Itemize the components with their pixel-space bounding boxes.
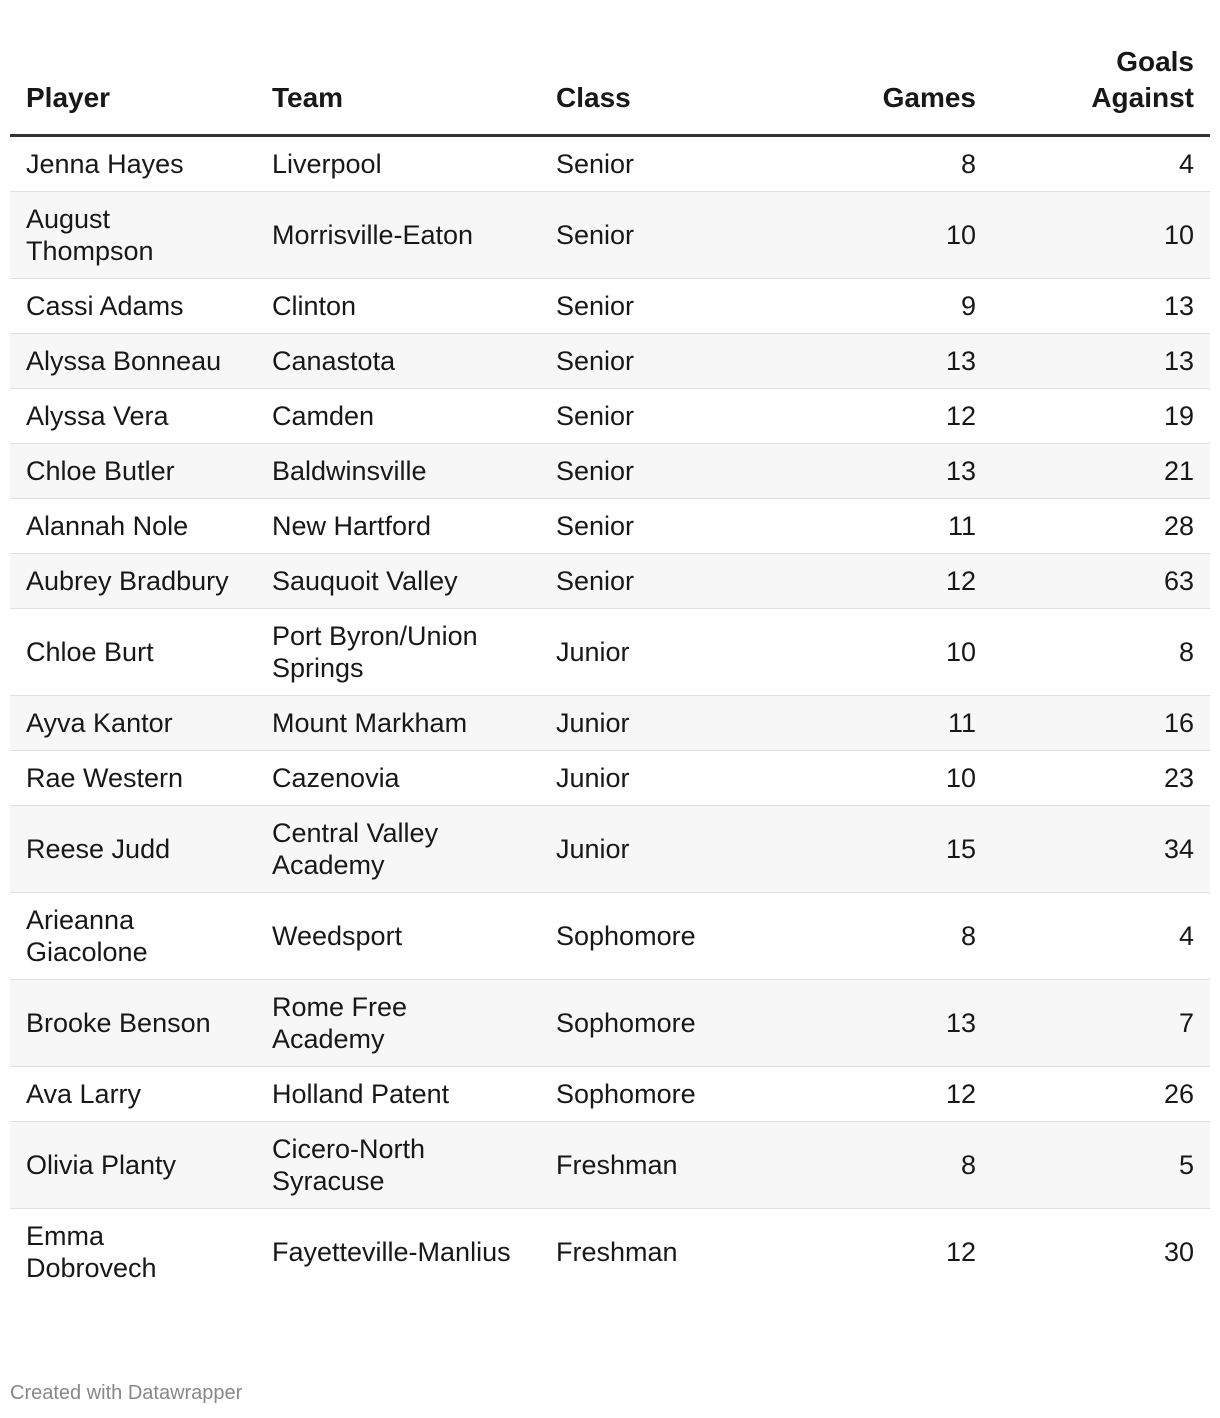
table-row	[10, 893, 1210, 980]
cell-goals-against: 13	[992, 279, 1210, 334]
cell-games: 11	[776, 696, 992, 751]
cell-player: Chloe Burt	[10, 609, 256, 696]
cell-team: Morrisville-Eaton	[256, 192, 540, 279]
cell-team: Rome Free Academy	[256, 980, 540, 1067]
cell-goals-against: 28	[992, 499, 1210, 554]
column-header-player[interactable]: Player	[10, 44, 256, 136]
cell-goals-against: 63	[992, 554, 1210, 609]
table-header-row	[10, 44, 1210, 136]
cell-team: Cicero-North Syracuse	[256, 1122, 540, 1209]
cell-player: Alyssa Vera	[10, 389, 256, 444]
table-row	[10, 279, 1210, 334]
cell-games: 10	[776, 751, 992, 806]
cell-class: Junior	[540, 751, 776, 806]
table-row	[10, 334, 1210, 389]
cell-class: Freshman	[556, 1237, 678, 1267]
stats-table-container	[10, 44, 1210, 1295]
cell-team: Camden	[256, 389, 540, 444]
cell-games: 13	[776, 444, 992, 499]
cell-team: Liverpool	[256, 136, 540, 192]
cell-goals-against: 5	[992, 1122, 1210, 1209]
cell-class: Senior	[540, 389, 776, 444]
cell-player: Olivia Planty	[10, 1122, 256, 1209]
cell-team: Sauquoit Valley	[256, 554, 540, 609]
table-row	[10, 554, 1210, 609]
cell-class: Junior	[540, 696, 776, 751]
column-header-goals-against[interactable]	[992, 44, 1210, 136]
cell-player: Reese Judd	[10, 806, 256, 893]
cell-class: Senior	[540, 334, 776, 389]
cell-goals-against: 19	[992, 389, 1210, 444]
goals-against-header-line1: Goals	[1116, 46, 1194, 77]
cell-class: Senior	[540, 444, 776, 499]
cell-goals-against: 21	[992, 444, 1210, 499]
table-row	[10, 1209, 1210, 1296]
cell-goals-against: 8	[992, 609, 1210, 696]
column-header-team[interactable]: Team	[256, 44, 540, 136]
cell-class: Senior	[540, 499, 776, 554]
cell-games: 8	[776, 136, 992, 192]
goals-against-header-line2: Against	[1091, 82, 1194, 113]
cell-team: Port Byron/Union Springs	[256, 609, 540, 696]
cell-player: Chloe Butler	[10, 444, 256, 499]
cell-team: Cazenovia	[256, 751, 540, 806]
table-row	[10, 751, 1210, 806]
table-row	[10, 499, 1210, 554]
cell-class: Freshman	[540, 1122, 776, 1209]
cell-games: 9	[776, 279, 992, 334]
cell-class: Junior	[540, 806, 776, 893]
table-row	[10, 609, 1210, 696]
goalie-stats-table	[10, 44, 1210, 1295]
cell-goals-against: 10	[992, 192, 1210, 279]
cell-class: Senior	[540, 192, 776, 279]
cell-player: Alannah Nole	[10, 499, 256, 554]
cell-player: Jenna Hayes	[10, 136, 256, 192]
cell-games: 13	[776, 334, 992, 389]
datawrapper-credit[interactable]: Created with Datawrapper	[10, 1382, 243, 1404]
cell-games: 12	[776, 389, 992, 444]
cell-class: Senior	[540, 136, 776, 192]
cell-games: 12	[776, 1067, 992, 1122]
cell-team: Canastota	[256, 334, 540, 389]
cell-games: 8	[776, 893, 992, 980]
column-header-games[interactable]: Games	[776, 44, 992, 136]
cell-goals-against: 13	[992, 334, 1210, 389]
cell-class: Sophomore	[540, 1067, 776, 1122]
cell-class: Junior	[540, 609, 776, 696]
cell-player: Cassi Adams	[10, 279, 256, 334]
cell-class: Sophomore	[540, 893, 776, 980]
cell-player: Aubrey Bradbury	[10, 554, 256, 609]
cell-player: Brooke Benson	[10, 980, 256, 1067]
cell-games: 11	[776, 499, 992, 554]
cell-player: Ava Larry	[10, 1067, 256, 1122]
cell-team: Fayetteville-Manlius	[272, 1237, 511, 1267]
cell-goals-against: 30	[1163, 1237, 1194, 1267]
cell-games: 8	[776, 1122, 992, 1209]
cell-team: Baldwinsville	[256, 444, 540, 499]
cell-goals-against: 23	[992, 751, 1210, 806]
cell-class: Senior	[540, 279, 776, 334]
cell-team: New Hartford	[256, 499, 540, 554]
cell-goals-against: 4	[992, 893, 1210, 980]
table-row	[10, 980, 1210, 1067]
cell-games: 10	[776, 192, 992, 279]
cell-team: Holland Patent	[256, 1067, 540, 1122]
cell-class: Sophomore	[540, 980, 776, 1067]
cell-player: Emma Dobrovech	[26, 1221, 157, 1283]
cell-player: Rae Western	[10, 751, 256, 806]
cell-team: Mount Markham	[256, 696, 540, 751]
cell-goals-against: 34	[992, 806, 1210, 893]
cell-goals-against: 7	[992, 980, 1210, 1067]
cell-games: 13	[776, 980, 992, 1067]
cell-goals-against: 4	[992, 136, 1210, 192]
table-row	[10, 444, 1210, 499]
table-row	[10, 806, 1210, 893]
table-row	[10, 1067, 1210, 1122]
cell-player: Alyssa Bonneau	[10, 334, 256, 389]
cell-games: 12	[945, 1237, 976, 1267]
cell-games: 12	[776, 554, 992, 609]
table-row	[10, 192, 1210, 279]
cell-player: Arieanna Giacolone	[10, 893, 256, 980]
cell-team: Central Valley Academy	[256, 806, 540, 893]
table-row	[10, 136, 1210, 192]
column-header-class[interactable]: Class	[540, 44, 776, 136]
cell-games: 10	[776, 609, 992, 696]
cell-games: 15	[776, 806, 992, 893]
cell-goals-against: 26	[992, 1067, 1210, 1122]
table-row	[10, 1122, 1210, 1209]
cell-class: Senior	[540, 554, 776, 609]
cell-goals-against: 16	[992, 696, 1210, 751]
table-body	[10, 136, 1210, 1296]
table-row	[10, 696, 1210, 751]
cell-player: August Thompson	[10, 192, 256, 279]
cell-team: Weedsport	[256, 893, 540, 980]
table-row	[10, 389, 1210, 444]
cell-team: Clinton	[256, 279, 540, 334]
cell-player: Ayva Kantor	[10, 696, 256, 751]
